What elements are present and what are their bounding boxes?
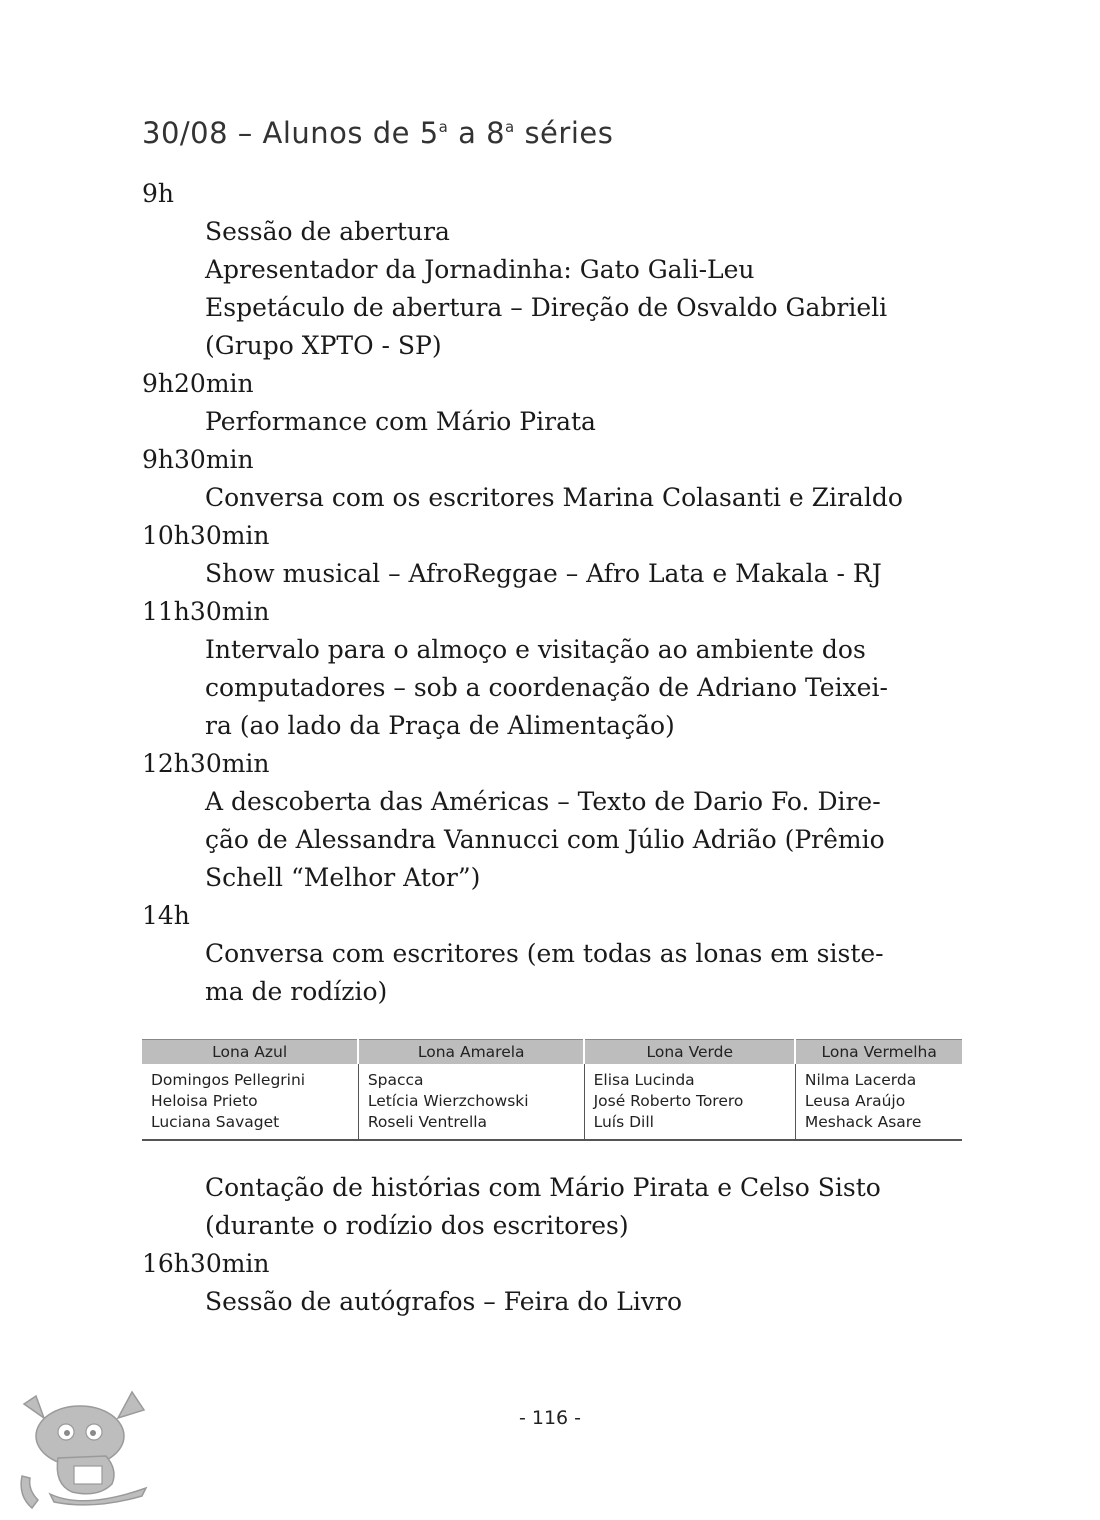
cell-lona-vermelha [795, 1064, 962, 1140]
page-heading [142, 116, 613, 150]
writer-name: Domingos Pellegrini [151, 1071, 306, 1089]
event-line: ção de Alessandra Vannucci com Júlio Adrião (Prêmio [205, 825, 885, 854]
writer-name: Roseli Ventrella [367, 1113, 488, 1131]
event-line: Performance com Mário Pirata [205, 407, 596, 436]
writer-name: Luís Dill [593, 1113, 654, 1131]
time-14h: 14h [142, 901, 190, 930]
header-lona-vermelha: Lona Vermelha [795, 1040, 962, 1065]
cell-lona-amarela [358, 1064, 584, 1140]
event-line: Contação de histórias com Mário Pirata e Celso Sisto [205, 1173, 881, 1202]
cell-lona-verde [584, 1064, 795, 1140]
heading-suffix: séries [514, 116, 614, 150]
event-paragraph [205, 783, 962, 897]
writer-name: Letícia Wierzchowski [367, 1092, 529, 1110]
writer-name: Elisa Lucinda [593, 1071, 695, 1089]
time-10h30: 10h30min [142, 521, 270, 550]
time-9h: 9h [142, 179, 175, 208]
event-line: computadores – sob a coordenação de Adriano Teixei- [205, 673, 888, 702]
event-line: (durante o rodízio dos escritores) [205, 1211, 629, 1240]
event-line: Conversa com escritores (em todas as lonas em siste- [205, 939, 884, 968]
time-11h30: 11h30min [142, 597, 270, 626]
writer-name: Heloisa Prieto [151, 1092, 258, 1110]
writer-name: Luciana Savaget [151, 1113, 280, 1131]
header-lona-amarela: Lona Amarela [358, 1040, 584, 1065]
table-row [142, 1064, 962, 1140]
event-paragraph [205, 935, 962, 1011]
event-line: Show musical – AfroReggae – Afro Lata e Makala - RJ [205, 559, 882, 588]
event-line: Intervalo para o almoço e visitação ao ambiente dos [205, 635, 866, 664]
table-header-row [142, 1040, 962, 1065]
spacer [142, 1141, 972, 1169]
cell-lona-azul [142, 1064, 358, 1140]
time-12h30: 12h30min [142, 749, 270, 778]
time-9h20: 9h20min [142, 369, 254, 398]
cat-mascot-icon [14, 1384, 164, 1510]
event-line: Schell “Melhor Ator”) [205, 863, 481, 892]
header-lona-verde: Lona Verde [584, 1040, 795, 1065]
heading-ordinal-1: a [438, 118, 449, 136]
event-line: Sessão de autógrafos – Feira do Livro [205, 1287, 683, 1316]
writer-name: Leusa Araújo [804, 1092, 906, 1110]
writer-name: Nilma Lacerda [804, 1071, 917, 1089]
event-line: Apresentador da Jornadinha: Gato Gali-Leu [205, 255, 755, 284]
header-lona-azul: Lona Azul [142, 1040, 358, 1065]
event-line: (Grupo XPTO - SP) [205, 331, 442, 360]
event-line: ma de rodízio) [205, 977, 388, 1006]
event-paragraph [205, 631, 962, 745]
spacer [142, 1011, 972, 1039]
heading-ordinal-2: a [505, 118, 515, 136]
writer-name: Meshack Asare [804, 1113, 922, 1131]
event-line: A descoberta das Américas – Texto de Dario Fo. Dire- [205, 787, 881, 816]
heading-prefix: 30/08 – Alunos de 5 [142, 116, 439, 150]
lonas-table [142, 1039, 962, 1141]
time-16h30: 16h30min [142, 1249, 270, 1278]
event-line: Espetáculo de abertura – Direção de Osvaldo Gabrieli [205, 293, 888, 322]
writer-name: Spacca [367, 1071, 424, 1089]
event-line: Conversa com os escritores Marina Colasanti e Ziraldo [205, 483, 903, 512]
heading-mid: a 8 [448, 116, 506, 150]
page-number: - 116 - [518, 1407, 582, 1429]
time-9h30: 9h30min [142, 445, 254, 474]
event-line: Sessão de abertura [205, 217, 450, 246]
event-line: ra (ao lado da Praça de Alimentação) [205, 711, 675, 740]
writer-name: José Roberto Torero [593, 1092, 744, 1110]
schedule [142, 175, 972, 1321]
